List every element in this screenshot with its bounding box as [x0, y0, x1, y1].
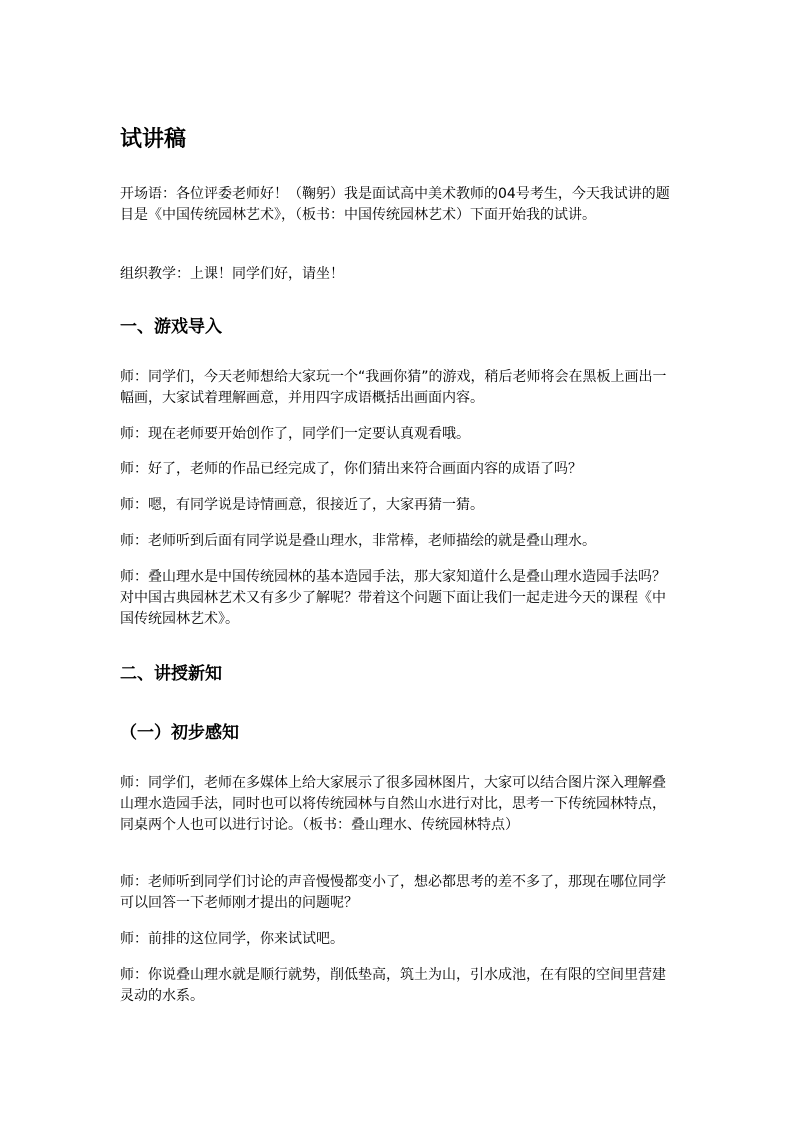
paragraph: 师：同学们，今天老师想给大家玩一个“我画你猜”的游戏，稍后老师将会在黑板上画出一幅画，大家试着理解画意，并用四字成语概括出画面内容。	[120, 369, 667, 406]
paragraph: 师：叠山理水是中国传统园林的基本造园手法，那大家知道什么是叠山理水造园手法吗？对中国古典园林艺术又有多少了解呢？带着这个问题下面让我们一起走进今天的课程《中国传统园林艺术》。	[120, 569, 666, 627]
document-title: 试讲稿	[120, 127, 187, 152]
paragraph: 师：好了，老师的作品已经完成了，你们猜出来符合画面内容的成语了吗？	[120, 461, 582, 477]
opening-paragraph: 开场语：各位评委老师好！（鞠躬）我是面试高中美术教师的04号考生，今天我试讲的题目是《中国传统园林艺术》，（板书：中国传统园林艺术）下面开始我的试讲。	[120, 186, 670, 223]
section-heading-game-intro: 一、游戏导入	[120, 317, 222, 337]
paragraph: 师：同学们，老师在多媒体上给大家展示了很多园林图片，大家可以结合图片深入理解叠山理水造园手法，同时也可以将传统园林与自然山水进行对比，思考一下传统园林特点，同桌两个人也可以进行讨论。（板书：叠山理水、传统园林特点）	[120, 775, 666, 833]
section-heading-new-knowledge: 二、讲授新知	[120, 664, 222, 684]
subsection-heading-initial-perception: （一）初步感知	[120, 723, 239, 743]
organize-paragraph: 组织教学：上课！同学们好，请坐！	[120, 266, 344, 282]
paragraph: 师：你说叠山理水就是顺行就势，削低垫高，筑土为山，引水成池，在有限的空间里营建灵动的水系。	[120, 967, 666, 1004]
paragraph: 师：嗯，有同学说是诗情画意，很接近了，大家再猜一猜。	[120, 497, 484, 513]
paragraph: 师：老师听到同学们讨论的声音慢慢都变小了，想必都思考的差不多了，那现在哪位同学可以回答一下老师刚才提出的问题呢？	[120, 874, 666, 911]
paragraph: 师：现在老师要开始创作了，同学们一定要认真观看哦。	[120, 426, 470, 442]
paragraph: 师：前排的这位同学，你来试试吧。	[120, 931, 344, 947]
paragraph: 师：老师听到后面有同学说是叠山理水，非常棒，老师描绘的就是叠山理水。	[120, 533, 596, 549]
